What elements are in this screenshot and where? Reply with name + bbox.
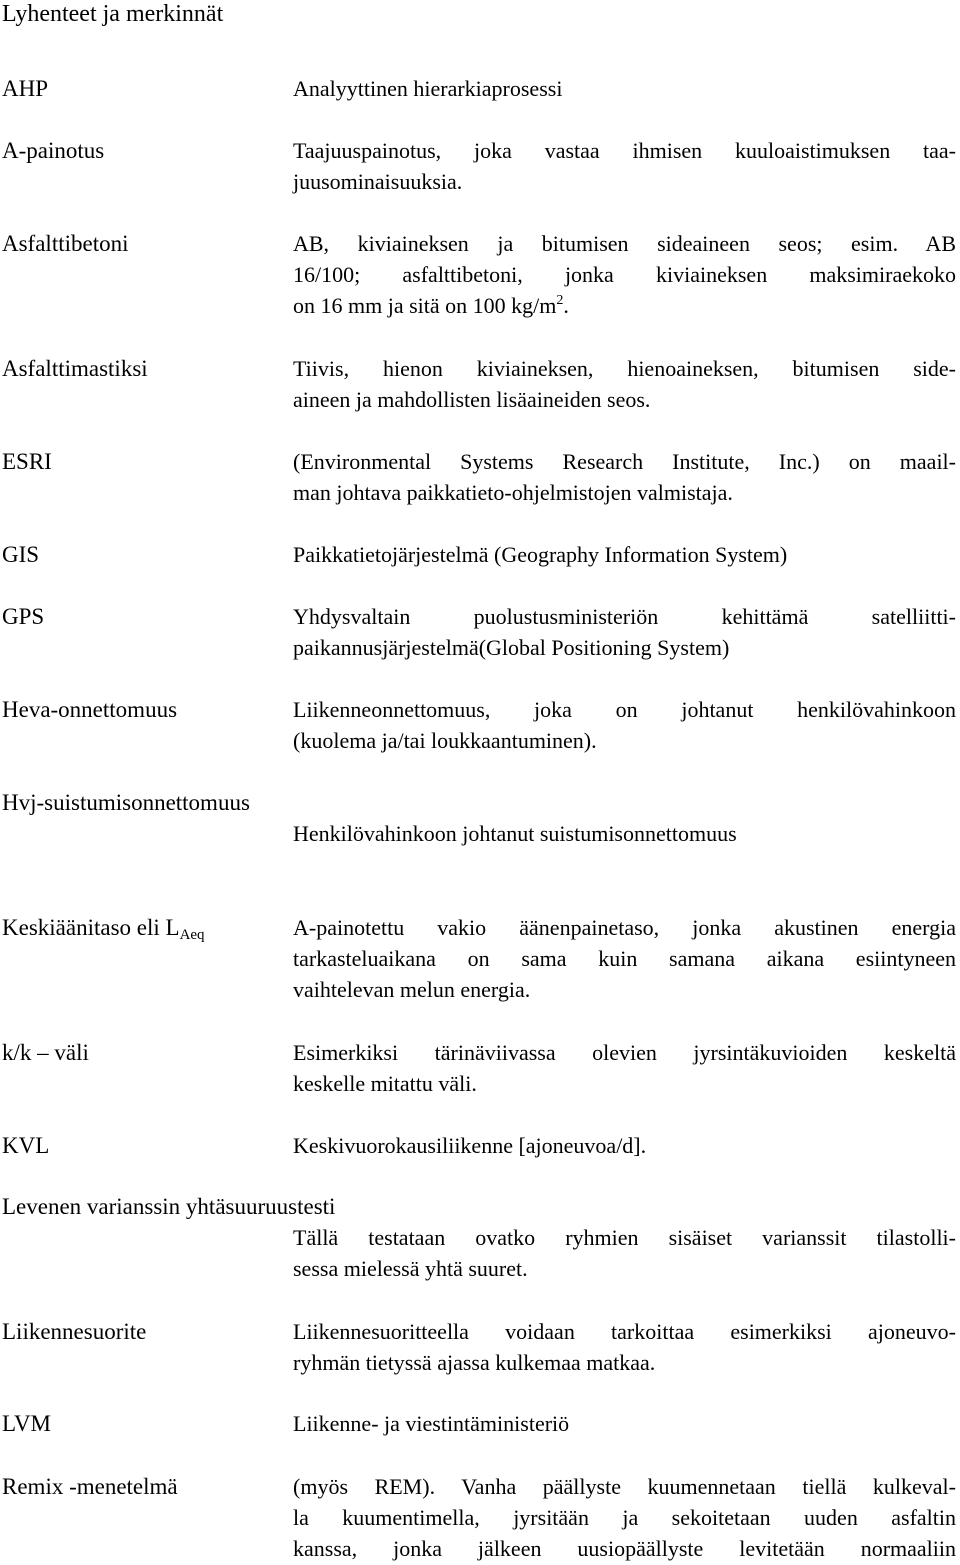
- term-esri: ESRI: [2, 449, 52, 474]
- definition-line: paikannusjärjestelmä(Global Positioning System): [293, 635, 730, 660]
- term-kvl: KVL: [2, 1133, 50, 1158]
- definition-line: sessa mielessä yhtä suuret.: [293, 1256, 528, 1281]
- definition-line: A-painotettu vakio äänenpainetaso, jonka akustinen energia: [293, 915, 956, 940]
- term-levenen-testi: Levenen varianssin yhtäsuuruustesti: [2, 1194, 336, 1219]
- definition-kk-vali: [293, 1037, 956, 1099]
- definition-line: [293, 290, 956, 321]
- definition-line: Yhdysvaltain puolustusministeriön kehittämä satelliitti-: [293, 604, 956, 629]
- definition-line: Tällä testataan ovatko ryhmien sisäiset varianssit tilastolli-: [293, 1225, 956, 1250]
- superscript: 2: [556, 293, 564, 308]
- definition-levenen-testi: [293, 1222, 956, 1284]
- definition-text: .: [563, 293, 569, 318]
- definition-hvj-suistumisonnettomuus: [293, 818, 956, 849]
- term-asfalttimastiksi: Asfalttimastiksi: [2, 356, 148, 381]
- subscript: Aeq: [179, 927, 205, 943]
- term-gis: GIS: [2, 542, 40, 567]
- definition-liikennesuorite: [293, 1316, 956, 1378]
- definition-gps: [293, 601, 956, 663]
- definition-line: (Environmental Systems Research Institute, Inc.) on maail-: [293, 449, 956, 474]
- definition-line: aineen ja mahdollisten lisäaineiden seos.: [293, 387, 651, 412]
- definition-line: Liikenneonnettomuus, joka on johtanut henkilövahinkoon: [293, 697, 956, 722]
- term-lvm: LVM: [2, 1411, 51, 1436]
- term-hvj-suistumisonnettomuus: Hvj-suistumisonnettomuus: [2, 790, 250, 815]
- definition-line: Keskivuorokausiliikenne [ajoneuvoa/d].: [293, 1133, 647, 1158]
- definition-line: (myös REM). Vanha päällyste kuumennetaan tiellä kulkeval-: [293, 1474, 956, 1499]
- term-kk-vali: k/k – väli: [2, 1040, 89, 1065]
- definition-line: AB, kiviaineksen ja bitumisen sideaineen seos; esim. AB: [293, 231, 956, 256]
- definition-ahp: [293, 73, 956, 104]
- definition-line: Analyyttinen hierarkiaprosessi: [293, 76, 563, 101]
- definition-line: man johtava paikkatieto-ohjelmistojen valmistaja.: [293, 480, 733, 505]
- definition-line: Liikennesuoritteella voidaan tarkoittaa esimerkiksi ajoneuvo-: [293, 1319, 956, 1344]
- definition-keskiaanitaso: [293, 912, 956, 1005]
- page-title: Lyhenteet ja merkinnät: [2, 1, 224, 27]
- definition-line: Tiivis, hienon kiviaineksen, hienoaineksen, bitumisen side-: [293, 356, 956, 381]
- term-keskiaanitaso: [2, 912, 205, 943]
- term-ahp: AHP: [2, 76, 49, 101]
- definition-line: Henkilövahinkoon johtanut suistumisonnettomuus: [293, 821, 737, 846]
- definition-lvm: [293, 1408, 956, 1439]
- term-gps: GPS: [2, 604, 45, 629]
- definition-a-painotus: [293, 135, 956, 197]
- definition-esri: [293, 446, 956, 508]
- definition-line: la kuumentimella, jyrsitään ja sekoitetaan uuden asfaltin: [293, 1505, 956, 1530]
- term-asfalttibetoni: Asfalttibetoni: [2, 231, 129, 256]
- definition-asfalttimastiksi: [293, 353, 956, 415]
- term-heva-onnettomuus: Heva-onnettomuus: [2, 697, 178, 722]
- term-a-painotus: A-painotus: [2, 138, 105, 163]
- definition-line: tarkasteluaikana on sama kuin samana aikana esiintyneen: [293, 946, 956, 971]
- term-remix-menetelma: Remix -menetelmä: [2, 1474, 178, 1499]
- definition-line: keskelle mitattu väli.: [293, 1071, 477, 1096]
- definition-asfalttibetoni: [293, 228, 956, 321]
- definition-heva-onnettomuus: [293, 694, 956, 756]
- term-liikennesuorite: Liikennesuorite: [2, 1319, 147, 1344]
- definition-remix-menetelma: [293, 1471, 956, 1564]
- definition-line: Paikkatietojärjestelmä (Geography Information System): [293, 542, 788, 567]
- definition-line: ryhmän tietyssä ajassa kulkemaa matkaa.: [293, 1350, 656, 1375]
- definition-line: kanssa, jonka jälkeen uusiopäällyste levitetään normaaliin: [293, 1536, 956, 1561]
- definition-line: Liikenne- ja viestintäministeriö: [293, 1411, 570, 1436]
- definition-text: on 16 mm ja sitä on 100 kg/m: [293, 293, 557, 318]
- definition-line: juusominaisuuksia.: [293, 169, 463, 194]
- term-text: Keskiäänitaso eli L: [2, 915, 180, 940]
- definition-line: Taajuuspainotus, joka vastaa ihmisen kuuloaistimuksen taa-: [293, 138, 956, 163]
- definition-line: vaihtelevan melun energia.: [293, 977, 531, 1002]
- definition-kvl: [293, 1130, 956, 1161]
- definition-line: Esimerkiksi tärinäviivassa olevien jyrsintäkuvioiden keskeltä: [293, 1040, 956, 1065]
- definition-line: (kuolema ja/tai loukkaantuminen).: [293, 728, 597, 753]
- definition-line: 16/100; asfalttibetoni, jonka kiviaineksen maksimiraekoko: [293, 262, 956, 287]
- definition-gis: [293, 539, 956, 570]
